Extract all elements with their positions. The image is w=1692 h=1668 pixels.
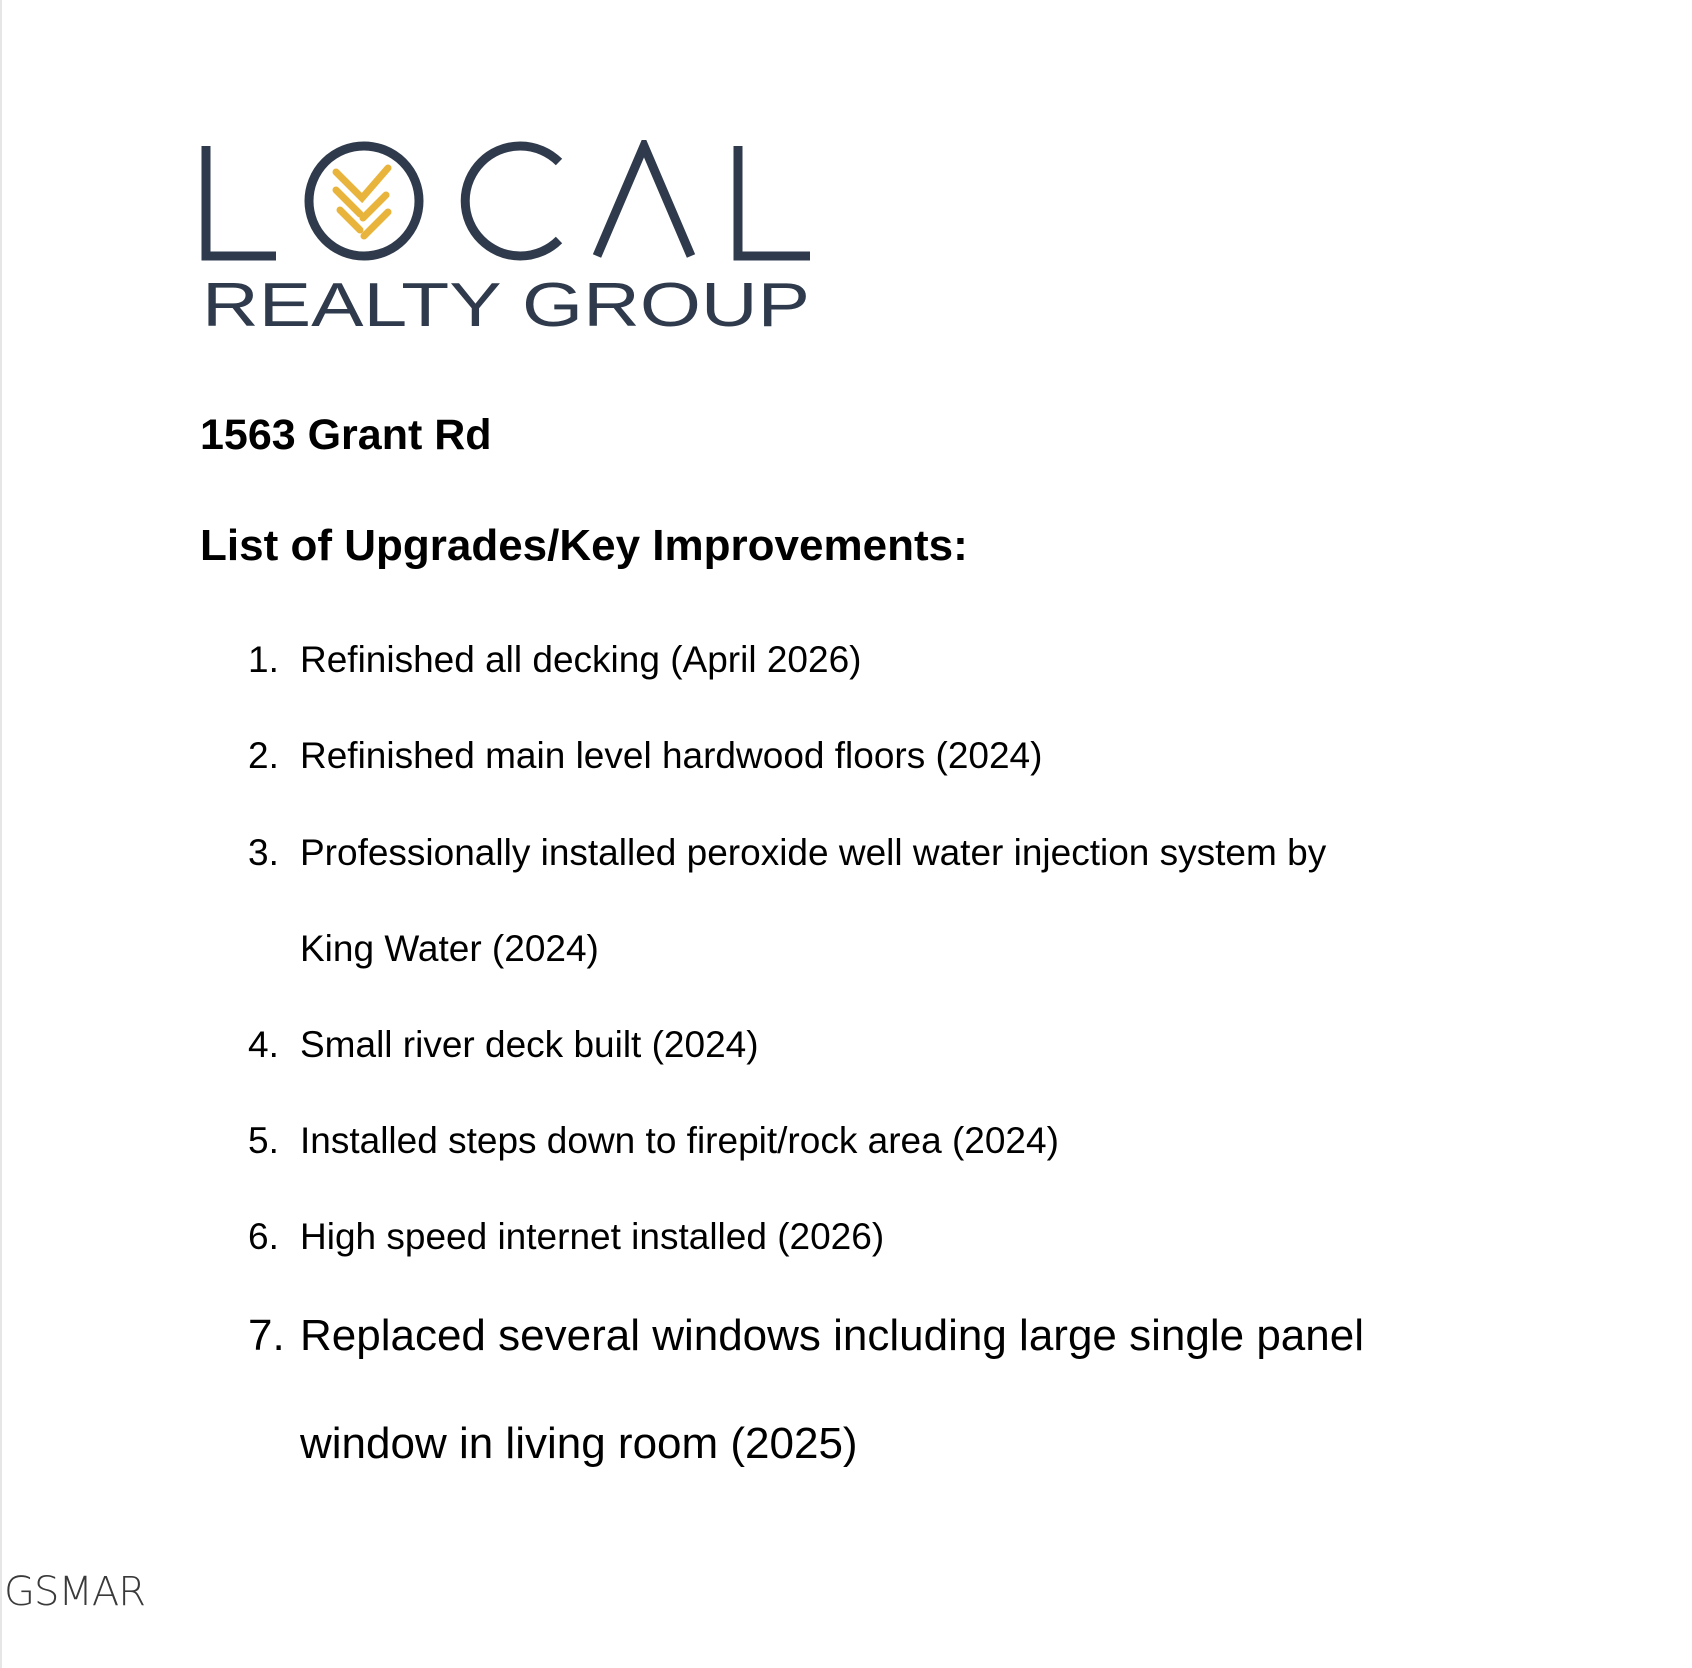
list-item-text: Small river deck built (2024)	[300, 1024, 759, 1065]
list-item-text: Professionally installed peroxide well water injection system by	[300, 832, 1327, 873]
list-item	[248, 1282, 1364, 1498]
logo-subtitle: REALTY GROUP	[202, 271, 810, 340]
logo-letter-l2	[738, 146, 810, 256]
list-item	[248, 708, 1042, 804]
list-item-text: Replaced several windows including large single panel	[300, 1311, 1364, 1360]
list-item-text: Installed steps down to firepit/rock area (2024)	[300, 1120, 1059, 1161]
local-realty-group-logo	[200, 140, 820, 340]
list-item-number: 3.	[248, 832, 279, 873]
list-item-text: High speed internet installed (2026)	[300, 1216, 885, 1257]
gsmar-watermark: GSMAR	[4, 1569, 146, 1615]
list-item-text: Refinished main level hardwood floors (2024)	[300, 735, 1043, 776]
logo-letter-l	[206, 146, 276, 256]
logo-letter-c	[465, 146, 559, 256]
list-item-text: Refinished all decking (April 2026)	[300, 639, 862, 680]
list-item-number: 5.	[248, 1120, 279, 1161]
list-item	[248, 1093, 1059, 1189]
logo-chevron-icon	[336, 168, 388, 236]
list-item-number: 6.	[248, 1216, 279, 1257]
list-item-number: 4.	[248, 1024, 279, 1065]
list-item-number: 7.	[248, 1311, 285, 1360]
list-item-number: 1.	[248, 639, 279, 680]
property-address: 1563 Grant Rd	[200, 411, 492, 459]
list-item-text-continued: King Water (2024)	[300, 928, 599, 969]
upgrades-list-title: List of Upgrades/Key Improvements:	[200, 521, 968, 570]
list-item	[248, 997, 759, 1093]
page-edge	[0, 0, 2, 1668]
list-item-text-continued: window in living room (2025)	[300, 1419, 858, 1468]
list-item	[248, 1189, 884, 1285]
logo-letter-a	[597, 146, 691, 256]
list-item-number: 2.	[248, 735, 279, 776]
list-item	[248, 805, 1326, 997]
list-item	[248, 612, 861, 708]
